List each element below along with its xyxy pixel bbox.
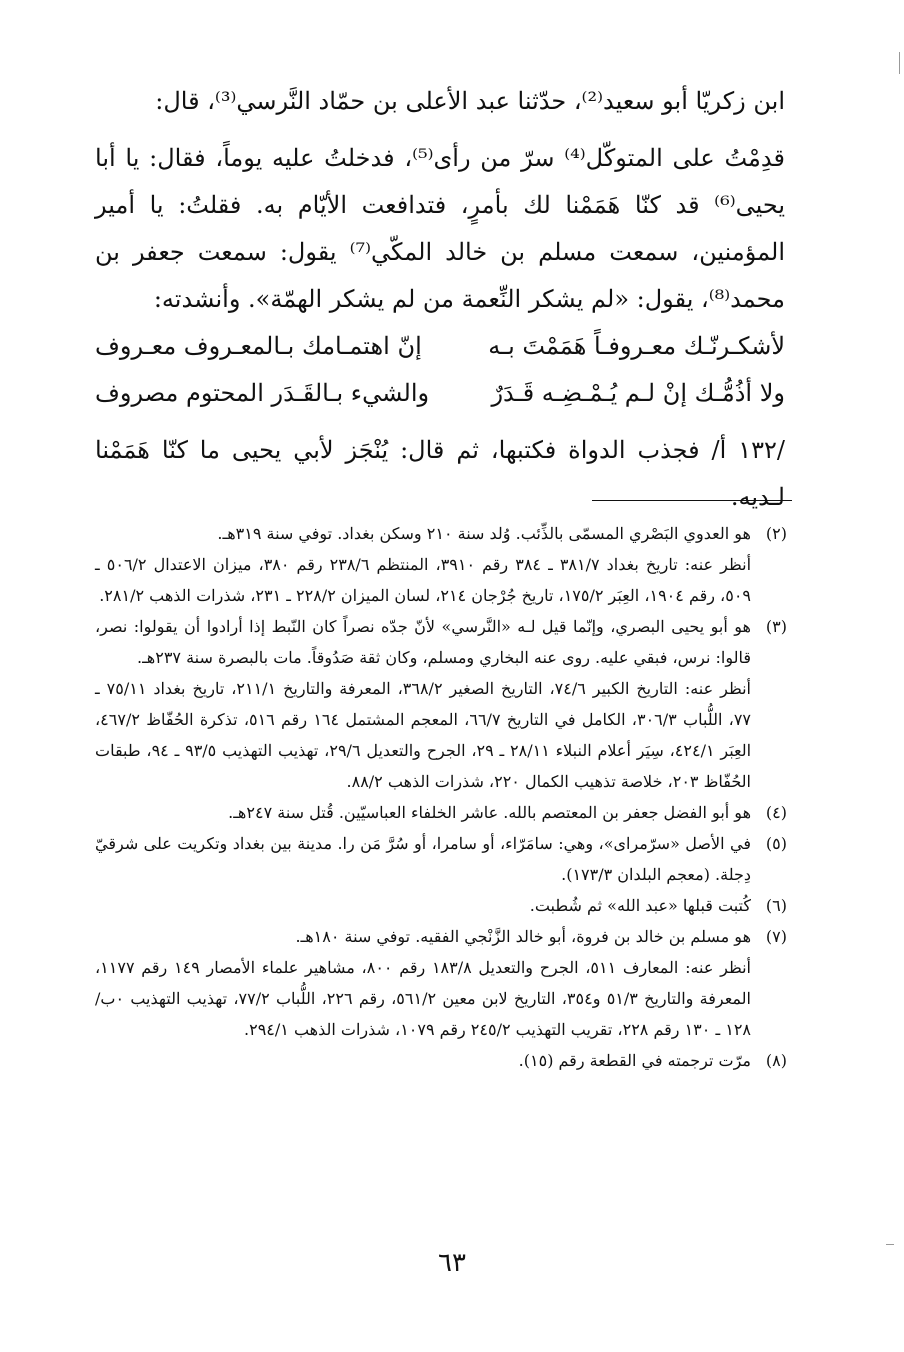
footnote-text: مرّت ترجمته في القطعة رقم (١٥).: [518, 1051, 751, 1070]
hemistich-first: لأشكـرنّـك معـروفـاً هَمَمْتَ بـه: [488, 332, 785, 360]
footnote: [95, 518, 787, 611]
footnote-text: في الأصل «سرّمراى»، وهي: سامَرّاء، أو سامرا، أو سُرَّ مَن را. مدينة بين بغداد وتكريت على شرقيّ دِجلة. (معجم البلدان ١٧٣/٣).: [95, 834, 751, 884]
footnote-text: هو أبو الفضل جعفر بن المعتصم بالله. عاشر الخلفاء العباسيّين. قُتل سنة ٢٤٧هـ.: [228, 803, 751, 822]
footnote: [95, 828, 787, 890]
hemistich-first: ولا أذُمُّـك إنْ لـم يُـمْـضِـه قَـدَرٌ: [491, 379, 785, 407]
scan-mark: [889, 52, 900, 74]
footnote-text: أنظر عنه: تاريخ بغداد ٣٨١/٧ ـ ٣٨٤ رقم ٣٩١٠، المنتظم ٢٣٨/٦ رقم ٣٨٠، ميزان الاعتدال ٥٠٦/٢ ـ ٥٠٩، رقم ١٩٠٤، العِبَر ١٧٥/٢، تاريخ جُرْجان ٢١٤، لسان الميزان ٢٢٨/٢ ـ ٢٣١، شذرات الذهب ٢٨١/٢.: [95, 555, 752, 605]
footnote-separator: [592, 500, 792, 501]
paragraph: /١٣٢ أ/ فجذب الدواة فكتبها، ثم قال: يُنْجَز لأبي يحيى ما كنّا هَمَمْنا لـديه.: [95, 436, 785, 511]
paragraph: قدِمْتُ على المتوكّل⁽⁴⁾ سرّ من رأى⁽⁵⁾، فدخلتُ عليه يوماً، فقال: يا أبا يحيى⁽⁶⁾ قد كنّا هَمَمْنا لك بأمرٍ، فتدافعت الأيّام به. فقلتُ: يا أمير المؤمنين، سمعت مسلم بن خالد المكّي⁽⁷⁾ يقول: سمعت جعفر بن محمد⁽⁸⁾، يقول: «لم يشكر النِّعمة من لم يشكر الهمّة». وأنشدته:: [95, 144, 785, 313]
footnote: [95, 797, 787, 828]
poem-verse: [95, 370, 785, 417]
footnote: [95, 921, 787, 1045]
footnote-number: (٢): [765, 524, 787, 543]
footnote-text: أنظر عنه: المعارف ٥١١، الجرح والتعديل ١٨٣/٨ رقم ٨٠٠، مشاهير علماء الأمصار ١٤٩ رقم ١١٧٧، المعرفة والتاريخ ٥١/٣ و٣٥٤، التاريخ لابن معين ٥٦١/٢، رقم ٢٢٦، اللُّباب ٧٧/٢، تهذيب التهذيب ٠ب/١٢٨ ـ ١٣٠ رقم ٢٢٨، تقريب التهذيب ٢٤٥/٢ رقم ١٠٧٩، شذرات الذهب ٢٩٤/١.: [95, 958, 752, 1039]
hemistich-second: إنّ اهتمـامك بـالمعـروف معـروف: [95, 332, 422, 360]
footnote: [95, 611, 787, 797]
footnote-number: (٧): [765, 927, 787, 946]
scan-mark: [886, 1236, 894, 1245]
footnote-text: كُتبت قبلها «عبد الله» ثم شُطبت.: [529, 896, 751, 915]
footnote-number: (٥): [765, 834, 787, 853]
footnote-number: (٦): [765, 896, 787, 915]
footnote-text: أنظر عنه: التاريخ الكبير ٧٤/٦، التاريخ الصغير ٣٦٨/٢، المعرفة والتاريخ ٢١١/١، تاريخ بغداد ٧٥/١١ ـ ٧٧، اللُّباب ٣٠٦/٣، الكامل في التاريخ ٦٦/٧، المعجم المشتمل ١٦٤ رقم ٥١٦، تذكرة الحُفّاظ ٤٦٧/٢، العِبَر ٤٢٤/١، سِيَر أعلام النبلاء ٢٨/١١ ـ ٢٩، الجرح والتعديل ٢٩/٦، تهذيب التهذيب ٩٣/٥ ـ ٩٤، طبقات الحُفّاظ ٢٠٣، خلاصة تذهيب الكمال ٢٢٠، شذرات الذهب ٨٨/٢.: [95, 679, 752, 791]
footnote-number: (٤): [765, 803, 787, 822]
footnote-text: هو أبو يحيى البصري، وإنّما قيل لـه «النَّرسي» لأنّ جدّه نصراً كان النّبط إذا أرادوا أن يقولوا: نصر، قالوا: نرس، فبقي عليه. روى عنه البخاري ومسلم، وكان ثقة صَدُوقاً. مات بالبصرة سنة ٢٣٧هـ.: [95, 617, 751, 667]
footnote-text: هو مسلم بن خالد بن فروة، أبو خالد الزَّنْجي الفقيه. توفي سنة ١٨٠هـ.: [295, 927, 751, 946]
paragraph: ابن زكريّا أبو سعيد⁽²⁾، حدّثنا عبد الأعلى بن حمّاد النَّرسي⁽³⁾، قال:: [155, 87, 785, 115]
footnote-number: (٣): [765, 617, 787, 636]
poem-verse: [95, 323, 785, 370]
footnote: [95, 1045, 787, 1076]
footnote: [95, 890, 787, 921]
main-text: [95, 78, 785, 521]
footnote-text: هو العدوي البَصْري المسمّى بالذِّئب. وُلد سنة ٢١٠ وسكن بغداد. توفي سنة ٣١٩هـ.: [217, 524, 751, 543]
footnotes: [95, 518, 787, 1076]
page-number: ٦٣: [438, 1248, 466, 1278]
footnote-number: (٨): [765, 1051, 787, 1070]
hemistich-second: والشيء بـالقَـدَر المحتوم مصروف: [95, 379, 430, 407]
